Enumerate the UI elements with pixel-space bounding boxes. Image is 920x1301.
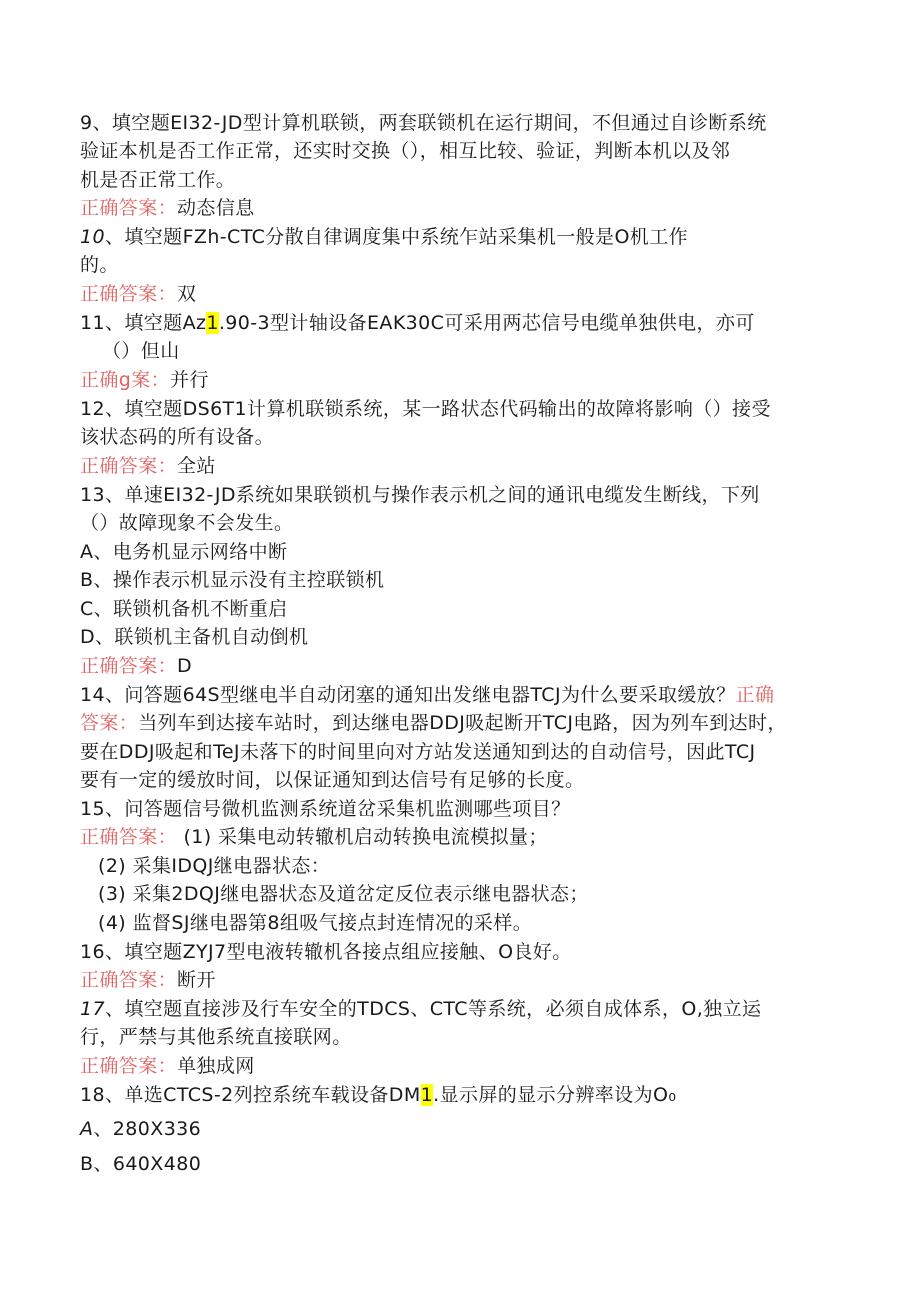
line-text: 13、单速EI32-JD系统如果联锁机与操作表示机之间的通讯电缆发生断线，下列	[80, 484, 760, 506]
line-text: .90-3型计轴设备EAK30C可采用两芯信号电缆单独供电，亦可	[218, 312, 755, 334]
line-text: 动态信息	[177, 197, 255, 219]
answer-label: 正确答案：	[80, 969, 178, 991]
line-text: 11、填空题Az	[80, 312, 207, 334]
option-line	[80, 596, 288, 622]
text-line	[80, 1024, 352, 1050]
line-text: 要有一定的缓放时间，以保证通知到达信号有足够的长度。	[80, 769, 585, 791]
line-text: （）但山	[102, 340, 180, 362]
line-text: 要在DDJ吸起和TeJ未落下的时间里向对方站发送通知到达的自动信号，因此TCJ	[80, 741, 756, 763]
line-text: 、填空题直接涉及行车安全的TDCS、CTC等系统，必须自成体系，O,独立运	[104, 998, 762, 1020]
text-line	[80, 767, 584, 793]
answer-label: 正确答案：	[80, 197, 178, 219]
highlighted-text: 1	[420, 1084, 434, 1106]
answer-label: 正确答案：	[80, 283, 178, 305]
answer-line	[80, 453, 216, 479]
text-line	[80, 310, 755, 336]
answer-label: 正确	[735, 684, 775, 706]
line-text: 18、单选CTCS-2列控系统车载设备DM	[80, 1084, 421, 1106]
text-line	[80, 110, 767, 136]
line-text: .显示屏的显示分辨率设为O₀	[433, 1084, 677, 1106]
answer-line	[80, 367, 209, 393]
line-text: 16、填空题ZYJ7型电液转辙机各接点组应接触、O良好。	[80, 941, 572, 963]
text-line	[80, 224, 688, 250]
line-text: 9、填空题EI32-JD型计算机联锁，两套联锁机在运行期间，不但通过自诊断系统	[80, 112, 767, 134]
line-text: 15、问答题信号微机监测系统道岔采集机监测哪些项目？	[80, 798, 571, 820]
text-line	[80, 252, 119, 278]
line-text: 双	[177, 283, 197, 305]
line-text: （）故障现象不会发生。	[80, 512, 294, 534]
text-line	[80, 739, 756, 765]
italic-text: A	[80, 1118, 94, 1140]
text-line	[80, 881, 589, 907]
text-line	[80, 910, 532, 936]
text-line	[80, 167, 235, 193]
text-line	[80, 396, 771, 422]
italic-text: 10	[80, 226, 105, 248]
line-text: 14、问答题64S型继电半自动闭塞的通知出发继电器TCJ为什么要采取缓放？	[80, 684, 736, 706]
answer-label: 正确答案：	[80, 1055, 178, 1077]
line-text: 的。	[80, 254, 119, 276]
line-text: D、联锁机主备机自动倒机	[80, 626, 309, 648]
line-text: 当列车到达接车站时，到达继电器DDJ吸起断开TCJ电路，因为列车到达时，	[138, 712, 787, 734]
line-text: 全站	[177, 455, 216, 477]
line-text: 12、填空题DS6T1计算机联锁系统，某一路状态代码输出的故障将影响（）接受	[80, 398, 771, 420]
answer-line	[80, 824, 548, 850]
option-line	[80, 539, 287, 565]
highlighted-text: 1	[206, 312, 219, 334]
text-line	[80, 682, 774, 708]
answer-line	[80, 653, 192, 679]
text-line	[80, 996, 761, 1022]
answer-line	[80, 281, 196, 307]
option-line	[80, 567, 384, 593]
text-line	[80, 1082, 676, 1108]
option-line	[80, 1116, 201, 1142]
line-text: 、填空题FZh-CTC分散自律调度集中系统乍站采集机一般是O机工作	[104, 226, 689, 248]
line-text: 、280X336	[93, 1118, 202, 1140]
line-text: 机是否正常工作。	[80, 169, 236, 191]
line-text: B、操作表示机显示没有主控联锁机	[80, 569, 385, 591]
line-text: 并行	[170, 369, 209, 391]
line-text: 行，严禁与其他系统直接联网。	[80, 1026, 352, 1048]
line-text: 单独成网	[177, 1055, 255, 1077]
line-text: C、联锁机备机不断重启	[80, 598, 288, 620]
text-line	[80, 338, 180, 364]
italic-text: 17	[80, 998, 105, 1020]
answer-label: 答案：	[80, 712, 139, 734]
answer-line	[80, 1053, 255, 1079]
text-line	[80, 939, 572, 965]
answer-label: 正确答案：	[80, 455, 178, 477]
line-text: (2) 采集IDQJ继电器状态：	[98, 855, 331, 877]
answer-line	[80, 967, 216, 993]
line-text: (4) 监督SJ继电器第8组吸气接点封连情况的采样。	[98, 912, 533, 934]
text-line	[80, 138, 730, 164]
line-text: (1) 采集电动转辙机启动转换电流模拟量；	[177, 826, 548, 848]
line-text: 该状态码的所有设备。	[80, 426, 275, 448]
line-text: A、电务机显示网络中断	[80, 541, 288, 563]
line-text: B、640X480	[80, 1153, 202, 1175]
text-line	[80, 796, 571, 822]
option-line	[80, 624, 308, 650]
text-line	[80, 424, 274, 450]
text-line	[80, 510, 293, 536]
line-text: 验证本机是否工作正常，还实时交换（），相互比较、验证，判断本机以及邻	[80, 140, 731, 162]
answer-label: 正确g案：	[80, 369, 171, 391]
line-text: D	[177, 655, 193, 677]
answer-label: 正确答案：	[80, 655, 178, 677]
option-line	[80, 1151, 201, 1177]
answer-line	[80, 195, 255, 221]
line-text: (3) 采集2DQJ继电器状态及道岔定反位表示继电器状态；	[98, 883, 589, 905]
answer-line	[80, 710, 787, 736]
answer-label: 正确答案：	[80, 826, 178, 848]
line-text: 断开	[177, 969, 216, 991]
text-line	[80, 482, 760, 508]
text-line	[80, 853, 330, 879]
